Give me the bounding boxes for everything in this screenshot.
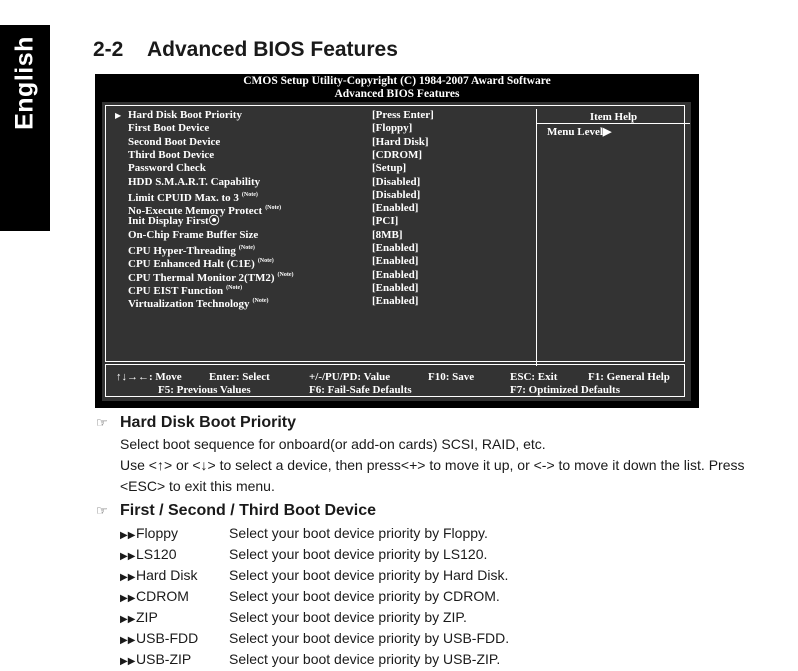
setting-label-text: HDD S.M.A.R.T. Capability xyxy=(128,175,261,188)
bios-header-line2: Advanced BIOS Features xyxy=(334,88,460,100)
double-arrow-icon: ▶▶ xyxy=(120,656,136,667)
boot-device-option xyxy=(120,524,488,545)
key-enter: Enter: Select xyxy=(209,371,270,383)
setting-label-text: Virtualization Technology xyxy=(128,298,250,311)
boot-device-option xyxy=(120,629,510,650)
item-help-title: Item Help xyxy=(589,111,638,123)
key-optimized-defaults: F7: Optimized Defaults xyxy=(510,384,620,396)
topic-title: First / Second / Third Boot Device xyxy=(120,502,377,519)
note-marker: (Note) xyxy=(257,258,274,265)
option-description: Select your boot device priority by ZIP. xyxy=(229,609,467,625)
option-name: CDROM xyxy=(136,588,189,604)
bios-setting-value[interactable]: [CDROM] xyxy=(372,148,423,161)
boot-device-option xyxy=(120,608,467,629)
bios-setting-value[interactable]: [PCI] xyxy=(372,215,399,228)
bios-setting-value[interactable]: [Enabled] xyxy=(372,295,419,308)
option-name: Floppy xyxy=(136,525,179,541)
boot-device-option xyxy=(120,566,509,587)
option-description: Select your boot device priority by Floppy. xyxy=(229,525,488,541)
menu-level-text: Menu Level▶ xyxy=(547,126,612,138)
setting-label-text: First Boot Device xyxy=(128,122,210,135)
bios-setting-label[interactable] xyxy=(128,162,206,175)
setting-label-text: No-Execute Memory Protect xyxy=(128,205,263,218)
topic-heading xyxy=(96,502,376,520)
setting-label-text: Init Display First⦿ xyxy=(128,215,220,228)
key-exit: ESC: Exit xyxy=(510,371,558,383)
bios-setting-value[interactable]: [Floppy] xyxy=(372,122,413,135)
option-name: USB-FDD xyxy=(136,630,199,646)
setting-label-text: Second Boot Device xyxy=(128,135,221,148)
bios-key-legend xyxy=(105,364,685,397)
bios-setting-value[interactable]: [Enabled] xyxy=(372,202,419,215)
setting-label-text: Password Check xyxy=(128,162,206,175)
bios-setting-value[interactable]: [Hard Disk] xyxy=(372,135,429,148)
bios-setting-value[interactable]: [8MB] xyxy=(372,228,403,241)
item-help-panel xyxy=(536,109,690,366)
section-title-text: Advanced BIOS Features xyxy=(147,38,398,61)
section-title xyxy=(93,38,398,62)
boot-device-option xyxy=(120,545,488,566)
setting-label-text: Third Boot Device xyxy=(128,148,215,161)
bios-setting-label[interactable] xyxy=(128,122,209,135)
topic-heading xyxy=(96,414,296,432)
language-label: English xyxy=(10,36,39,130)
setting-label-text: CPU Enhanced Halt (C1E) xyxy=(128,258,255,271)
option-description: Select your boot device priority by CDROM. xyxy=(229,588,500,604)
setting-label-text: Limit CPUID Max. to 3 xyxy=(128,191,239,204)
selection-marker-icon: ▶ xyxy=(115,111,122,120)
setting-label-text: CPU Hyper-Threading xyxy=(128,245,236,257)
key-previous-values: F5: Previous Values xyxy=(158,384,251,396)
pointing-hand-icon: ☞ xyxy=(96,415,108,430)
option-description: Select your boot device priority by USB-ZIP. xyxy=(229,651,501,667)
key-general-help: F1: General Help xyxy=(588,371,670,383)
language-side-tab xyxy=(0,25,50,231)
description-line: Use <↑> or <↓> to select a device, then press<+> to move it up, or <-> to move it down the list. Press xyxy=(120,457,745,473)
note-marker: (Note) xyxy=(238,245,255,251)
note-marker: (Note) xyxy=(252,298,269,305)
bios-screenshot xyxy=(95,74,699,408)
bios-setting-value[interactable]: [Enabled] xyxy=(372,268,419,281)
setting-label-text: CPU Thermal Monitor 2(TM2) xyxy=(128,271,275,284)
bios-setting-label[interactable] xyxy=(128,295,269,311)
section-number: 2-2 xyxy=(93,38,124,61)
bios-setting-value[interactable]: [Enabled] xyxy=(372,255,419,268)
option-name: ZIP xyxy=(136,609,158,625)
bios-setting-label[interactable] xyxy=(128,149,214,162)
bios-setting-label[interactable] xyxy=(128,229,258,242)
bios-setting-label[interactable] xyxy=(128,176,260,189)
topic-title: Hard Disk Boot Priority xyxy=(120,414,297,431)
note-marker: (Note) xyxy=(277,271,294,278)
option-name: USB-ZIP xyxy=(136,651,192,667)
option-name: LS120 xyxy=(136,546,177,562)
bios-setting-value[interactable]: [Setup] xyxy=(372,162,407,175)
key-value: +/-/PU/PD: Value xyxy=(309,371,391,383)
setting-label-text: CPU EIST Function xyxy=(128,284,224,297)
bios-setting-label[interactable] xyxy=(128,136,220,149)
option-description: Select your boot device priority by Hard Disk. xyxy=(229,567,509,583)
boot-device-option xyxy=(120,587,500,608)
double-arrow-icon: ▶▶ xyxy=(120,614,136,625)
key-move: ↑↓→←: Move xyxy=(116,371,182,383)
bios-setting-value[interactable]: [Press Enter] xyxy=(372,109,434,121)
double-arrow-icon: ▶▶ xyxy=(120,551,136,562)
bios-settings-box xyxy=(105,105,685,362)
key-save: F10: Save xyxy=(428,371,475,383)
topic-description xyxy=(120,434,745,497)
double-arrow-icon: ▶▶ xyxy=(120,530,136,541)
bios-header xyxy=(95,75,699,101)
bios-setting-value[interactable]: [Disabled] xyxy=(372,188,421,201)
double-arrow-icon: ▶▶ xyxy=(120,593,136,604)
pointing-hand-icon: ☞ xyxy=(96,503,108,518)
bios-setting-label[interactable] xyxy=(128,215,220,228)
bios-setting-value[interactable]: [Disabled] xyxy=(372,175,421,188)
key-failsafe-defaults: F6: Fail-Safe Defaults xyxy=(309,384,412,396)
bios-panel xyxy=(102,102,691,401)
option-description: Select your boot device priority by LS120. xyxy=(229,546,488,562)
note-marker: (Note) xyxy=(241,191,258,198)
double-arrow-icon: ▶▶ xyxy=(120,635,136,646)
bios-setting-value[interactable]: [Enabled] xyxy=(372,242,419,254)
bios-header-line1: CMOS Setup Utility-Copyright (C) 1984-2007 Award Software xyxy=(243,75,551,87)
double-arrow-icon: ▶▶ xyxy=(120,572,136,583)
note-marker: (Note) xyxy=(265,205,282,212)
description-line: <ESC> to exit this menu. xyxy=(120,478,275,494)
description-line: Select boot sequence for onboard(or add-on cards) SCSI, RAID, etc. xyxy=(120,436,546,452)
setting-label-text: Hard Disk Boot Priority xyxy=(128,109,242,121)
item-help-divider xyxy=(537,123,690,124)
boot-device-option xyxy=(120,650,501,671)
option-name: Hard Disk xyxy=(136,567,198,583)
setting-label-text: On-Chip Frame Buffer Size xyxy=(128,228,259,241)
bios-setting-label[interactable] xyxy=(128,109,242,122)
option-description: Select your boot device priority by USB-FDD. xyxy=(229,630,510,646)
note-marker: (Note) xyxy=(226,284,243,291)
bios-setting-value[interactable]: [Enabled] xyxy=(372,281,419,294)
